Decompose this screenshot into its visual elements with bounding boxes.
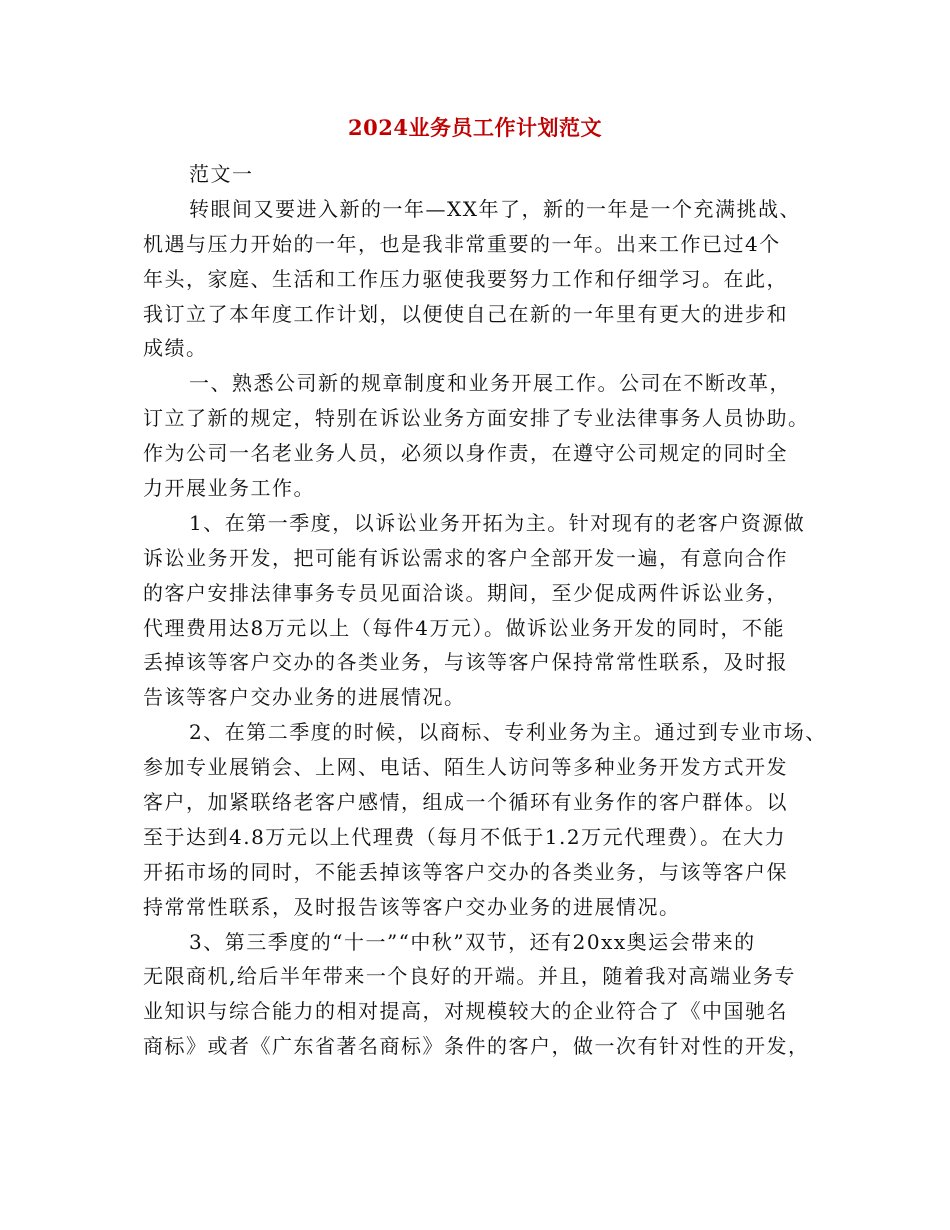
text-line: 一、熟悉公司新的规章制度和业务开展工作。公司在不断改革， [189,371,791,396]
text-line: 商标》或者《广东省著名商标》条件的客户，做一次有针对性的开发， [143,1034,810,1059]
text-line: 范文一 [189,162,254,186]
text-line: 3、第三季度的“十一”“中秋”双节，还有20xx奥运会带来的 [189,929,756,954]
text-line: 开拓市场的同时，不能丢掉该等客户交办的各类业务，与该等客户保 [143,859,788,884]
text-line: 我订立了本年度工作计划，以便使自己在新的一年里有更大的进步和 [143,301,788,326]
document-body [143,157,827,1064]
text-line: 2、在第二季度的时候，以商标、专利业务为主。通过到专业市场、 [189,720,827,745]
document-title: 2024业务员工作计划范文 [348,115,602,140]
text-line: 力开展业务工作。 [143,476,315,501]
text-line: 1、在第一季度，以诉讼业务开拓为主。针对现有的老客户资源做 [189,510,806,535]
text-line: 参加专业展销会、上网、电话、陌生人访问等多种业务开发方式开发 [143,755,788,780]
text-line: 订立了新的规定，特别在诉讼业务方面安排了专业法律事务人员协助。 [143,406,810,431]
text-line: 机遇与压力开始的一年，也是我非常重要的一年。出来工作已过4个 [143,231,781,256]
text-line: 至于达到4.8万元以上代理费（每月不低于1.2万元代理费）。在大力 [143,824,787,849]
text-line: 代理费用达8万元以上（每件4万元）。做诉讼业务开发的同时，不能 [143,615,785,640]
text-line: 业知识与综合能力的相对提高，对规模较大的企业符合了《中国驰名 [143,999,788,1024]
text-line: 诉讼业务开发，把可能有诉讼需求的客户全部开发一遍，有意向合作 [143,545,788,570]
text-line: 作为公司一名老业务人员，必须以身作责，在遵守公司规定的同时全 [143,441,788,466]
text-line: 丢掉该等客户交办的各类业务，与该等客户保持常常性联系，及时报 [143,650,788,675]
text-line: 成绩。 [143,336,208,361]
text-line: 无限商机,给后半年带来一个良好的开端。并且，随着我对高端业务专 [143,964,796,989]
text-line: 转眼间又要进入新的一年—XX年了，新的一年是一个充满挑战、 [189,196,801,221]
text-line: 年头，家庭、生活和工作压力驱使我要努力工作和仔细学习。在此， [143,266,788,291]
text-line: 持常常性联系，及时报告该等客户交办业务的进展情况。 [143,894,681,919]
text-line: 的客户安排法律事务专员见面洽谈。期间，至少促成两件诉讼业务， [143,580,788,605]
text-line: 告该等客户交办业务的进展情况。 [143,685,466,710]
text-line: 客户，加紧联络老客户感情，组成一个循环有业务作的客户群体。以 [143,790,788,815]
